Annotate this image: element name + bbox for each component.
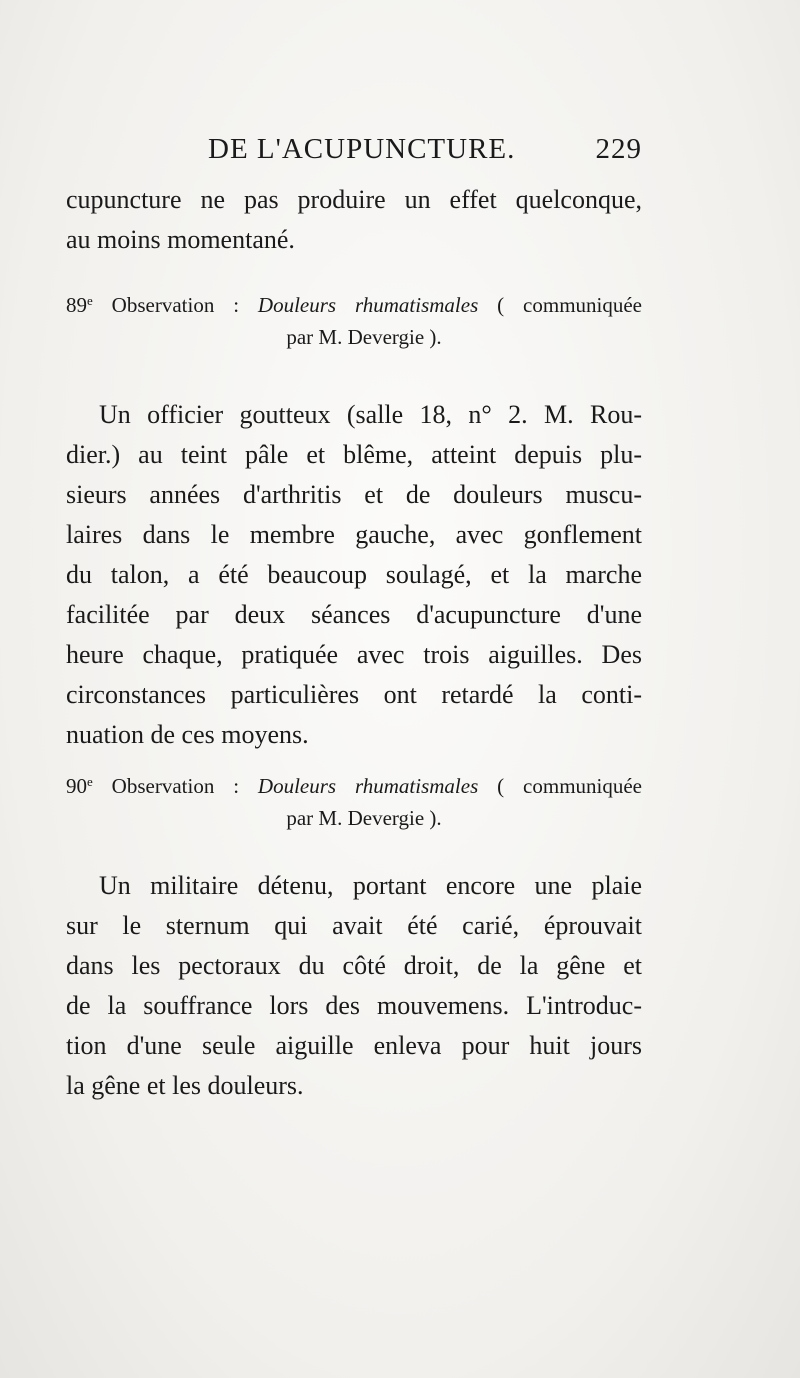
text-line: nuation de ces moyens. <box>66 720 309 749</box>
ordinal-suffix: e <box>87 774 93 789</box>
page-number: 229 <box>595 133 642 165</box>
observation-number: 89 <box>66 293 87 317</box>
text-line: la gêne et les douleurs. <box>66 1071 304 1100</box>
page-header <box>66 133 642 173</box>
text-line: Un militaire détenu, portant encore une plaie <box>99 871 642 900</box>
observation-note: ( communiquée <box>497 293 642 317</box>
observation-note-continued: par M. Devergie ). <box>286 325 442 349</box>
observation-title: Douleurs rhumatismales <box>257 774 479 798</box>
text-line: Un officier goutteux (salle 18, n° 2. M. Rou- <box>99 400 642 429</box>
observation-89-heading <box>66 289 642 353</box>
ordinal-suffix: e <box>87 293 93 308</box>
text-line: dans les pectoraux du côté droit, de la gêne et <box>66 951 642 980</box>
observation-number: 90 <box>66 774 87 798</box>
observation-label: Observation : <box>111 293 240 317</box>
text-line: au moins momentané. <box>66 225 295 254</box>
text-line: facilitée par deux séances d'acupuncture d'une <box>66 600 642 629</box>
text-line: dier.) au teint pâle et blême, atteint depuis plu- <box>66 440 642 469</box>
text-line: de la souffrance lors des mouvemens. L'introduc- <box>66 991 642 1020</box>
observation-title: Douleurs rhumatismales <box>257 293 479 317</box>
observation-heading-line <box>66 770 642 802</box>
observation-label: Observation : <box>111 774 240 798</box>
observation-note: ( communiquée <box>497 774 642 798</box>
text-line: tion d'une seule aiguille enleva pour huit jours <box>66 1031 642 1060</box>
text-line: sur le sternum qui avait été carié, éprouvait <box>66 911 642 940</box>
observation-90-heading <box>66 770 642 834</box>
text-line: circonstances particulières ont retardé la conti- <box>66 680 642 709</box>
text-line: sieurs années d'arthritis et de douleurs muscu- <box>66 480 642 509</box>
running-title: DE L'ACUPUNCTURE. <box>208 133 516 165</box>
observation-heading-line <box>66 289 642 321</box>
top-paragraph <box>66 180 642 260</box>
text-line: heure chaque, pratiquée avec trois aiguilles. Des <box>66 640 642 669</box>
paragraph-89 <box>66 395 642 755</box>
text-line: du talon, a été beaucoup soulagé, et la marche <box>66 560 642 589</box>
observation-note-continued: par M. Devergie ). <box>286 806 442 830</box>
paragraph-90 <box>66 866 642 1106</box>
text-line: laires dans le membre gauche, avec gonflement <box>66 520 642 549</box>
text-line: cupuncture ne pas produire un effet quelconque, <box>66 185 642 214</box>
